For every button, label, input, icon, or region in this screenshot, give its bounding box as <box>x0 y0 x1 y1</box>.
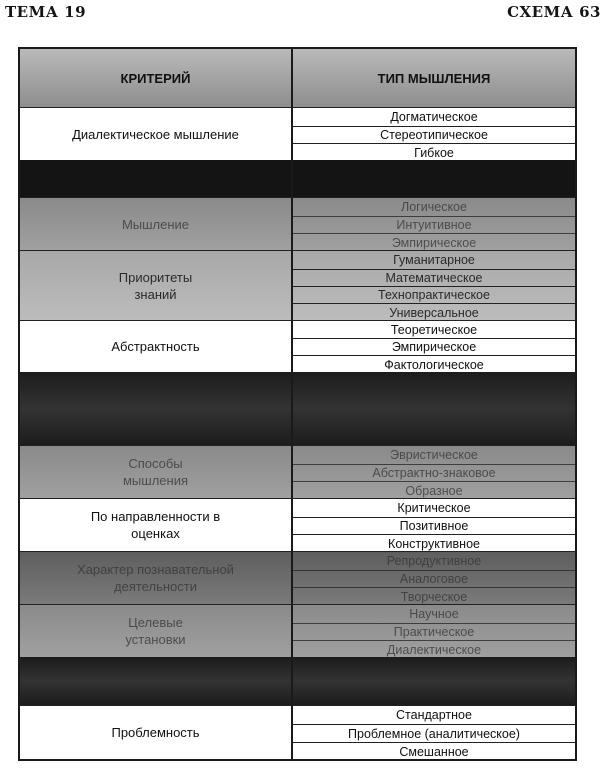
type-cell: Стандартное <box>396 708 472 722</box>
type-cell: Технопрактическое <box>293 286 575 303</box>
type-cell: Догматическое <box>390 110 478 124</box>
table-row-group <box>20 372 575 445</box>
type-column-header: ТИП МЫШЛЕНИЯ <box>377 70 491 86</box>
table-row-group <box>20 498 575 551</box>
thinking-types-table <box>18 47 577 761</box>
table-row-group <box>20 107 575 160</box>
scheme-label: СХЕМА 63 <box>507 3 601 21</box>
criterion-cell: Способы мышления <box>122 456 188 488</box>
type-cell: Математическое <box>293 269 575 286</box>
type-cell: Диалектическое <box>293 640 575 658</box>
table-row-group <box>20 197 575 250</box>
criterion-cell: Характер познавательной деятельности <box>77 562 234 594</box>
type-cell: Творческое <box>293 587 575 605</box>
criterion-cell: Диалектическое мышление <box>72 126 239 142</box>
criterion-cell: По направленности в оценках <box>90 509 221 541</box>
table-row-group <box>20 604 575 657</box>
type-cell: Интуитивное <box>293 216 575 233</box>
type-cell: Критическое <box>397 501 471 515</box>
table-header-row <box>20 49 575 107</box>
criterion-cell: Проблемность <box>111 725 200 740</box>
type-cell: Конструктивное <box>293 534 575 552</box>
type-cell: Научное <box>409 607 459 621</box>
type-cell: Образное <box>293 481 575 499</box>
table-row-group <box>20 320 575 372</box>
criterion-cell: Приоритеты знаний <box>118 269 193 302</box>
topic-label: ТЕМА 19 <box>5 3 87 21</box>
type-cell: Гибкое <box>293 143 575 161</box>
criterion-cell: Мышление <box>121 216 190 232</box>
type-cell: Эвристическое <box>390 448 478 462</box>
table-row-group <box>20 250 575 320</box>
table-row-group <box>20 705 575 759</box>
type-cell: Проблемное (аналитическое) <box>293 724 575 742</box>
table-row-group <box>20 160 575 197</box>
table-row-group <box>20 445 575 498</box>
type-cell: Фактологическое <box>293 355 575 373</box>
criterion-cell: Целевые установки <box>125 615 186 647</box>
type-cell: Логическое <box>401 200 467 214</box>
type-cell: Теоретическое <box>390 322 478 337</box>
type-cell: Эмпирическое <box>293 233 575 251</box>
type-cell: Практическое <box>293 623 575 640</box>
type-cell: Позитивное <box>293 517 575 534</box>
type-cell: Репродуктивное <box>386 554 482 568</box>
table-row-group <box>20 551 575 604</box>
type-cell: Смешанное <box>293 742 575 760</box>
type-cell: Стереотипическое <box>293 126 575 143</box>
type-cell: Эмпирическое <box>293 338 575 355</box>
column-divider <box>291 49 293 759</box>
type-cell: Гуманитарное <box>393 253 475 267</box>
type-cell: Универсальное <box>293 303 575 321</box>
table-row-group <box>20 657 575 705</box>
criterion-cell: Абстрактность <box>111 339 200 354</box>
criterion-column-header: КРИТЕРИЙ <box>120 70 191 86</box>
type-cell: Аналоговое <box>293 570 575 587</box>
type-cell: Абстрактно-знаковое <box>293 464 575 481</box>
